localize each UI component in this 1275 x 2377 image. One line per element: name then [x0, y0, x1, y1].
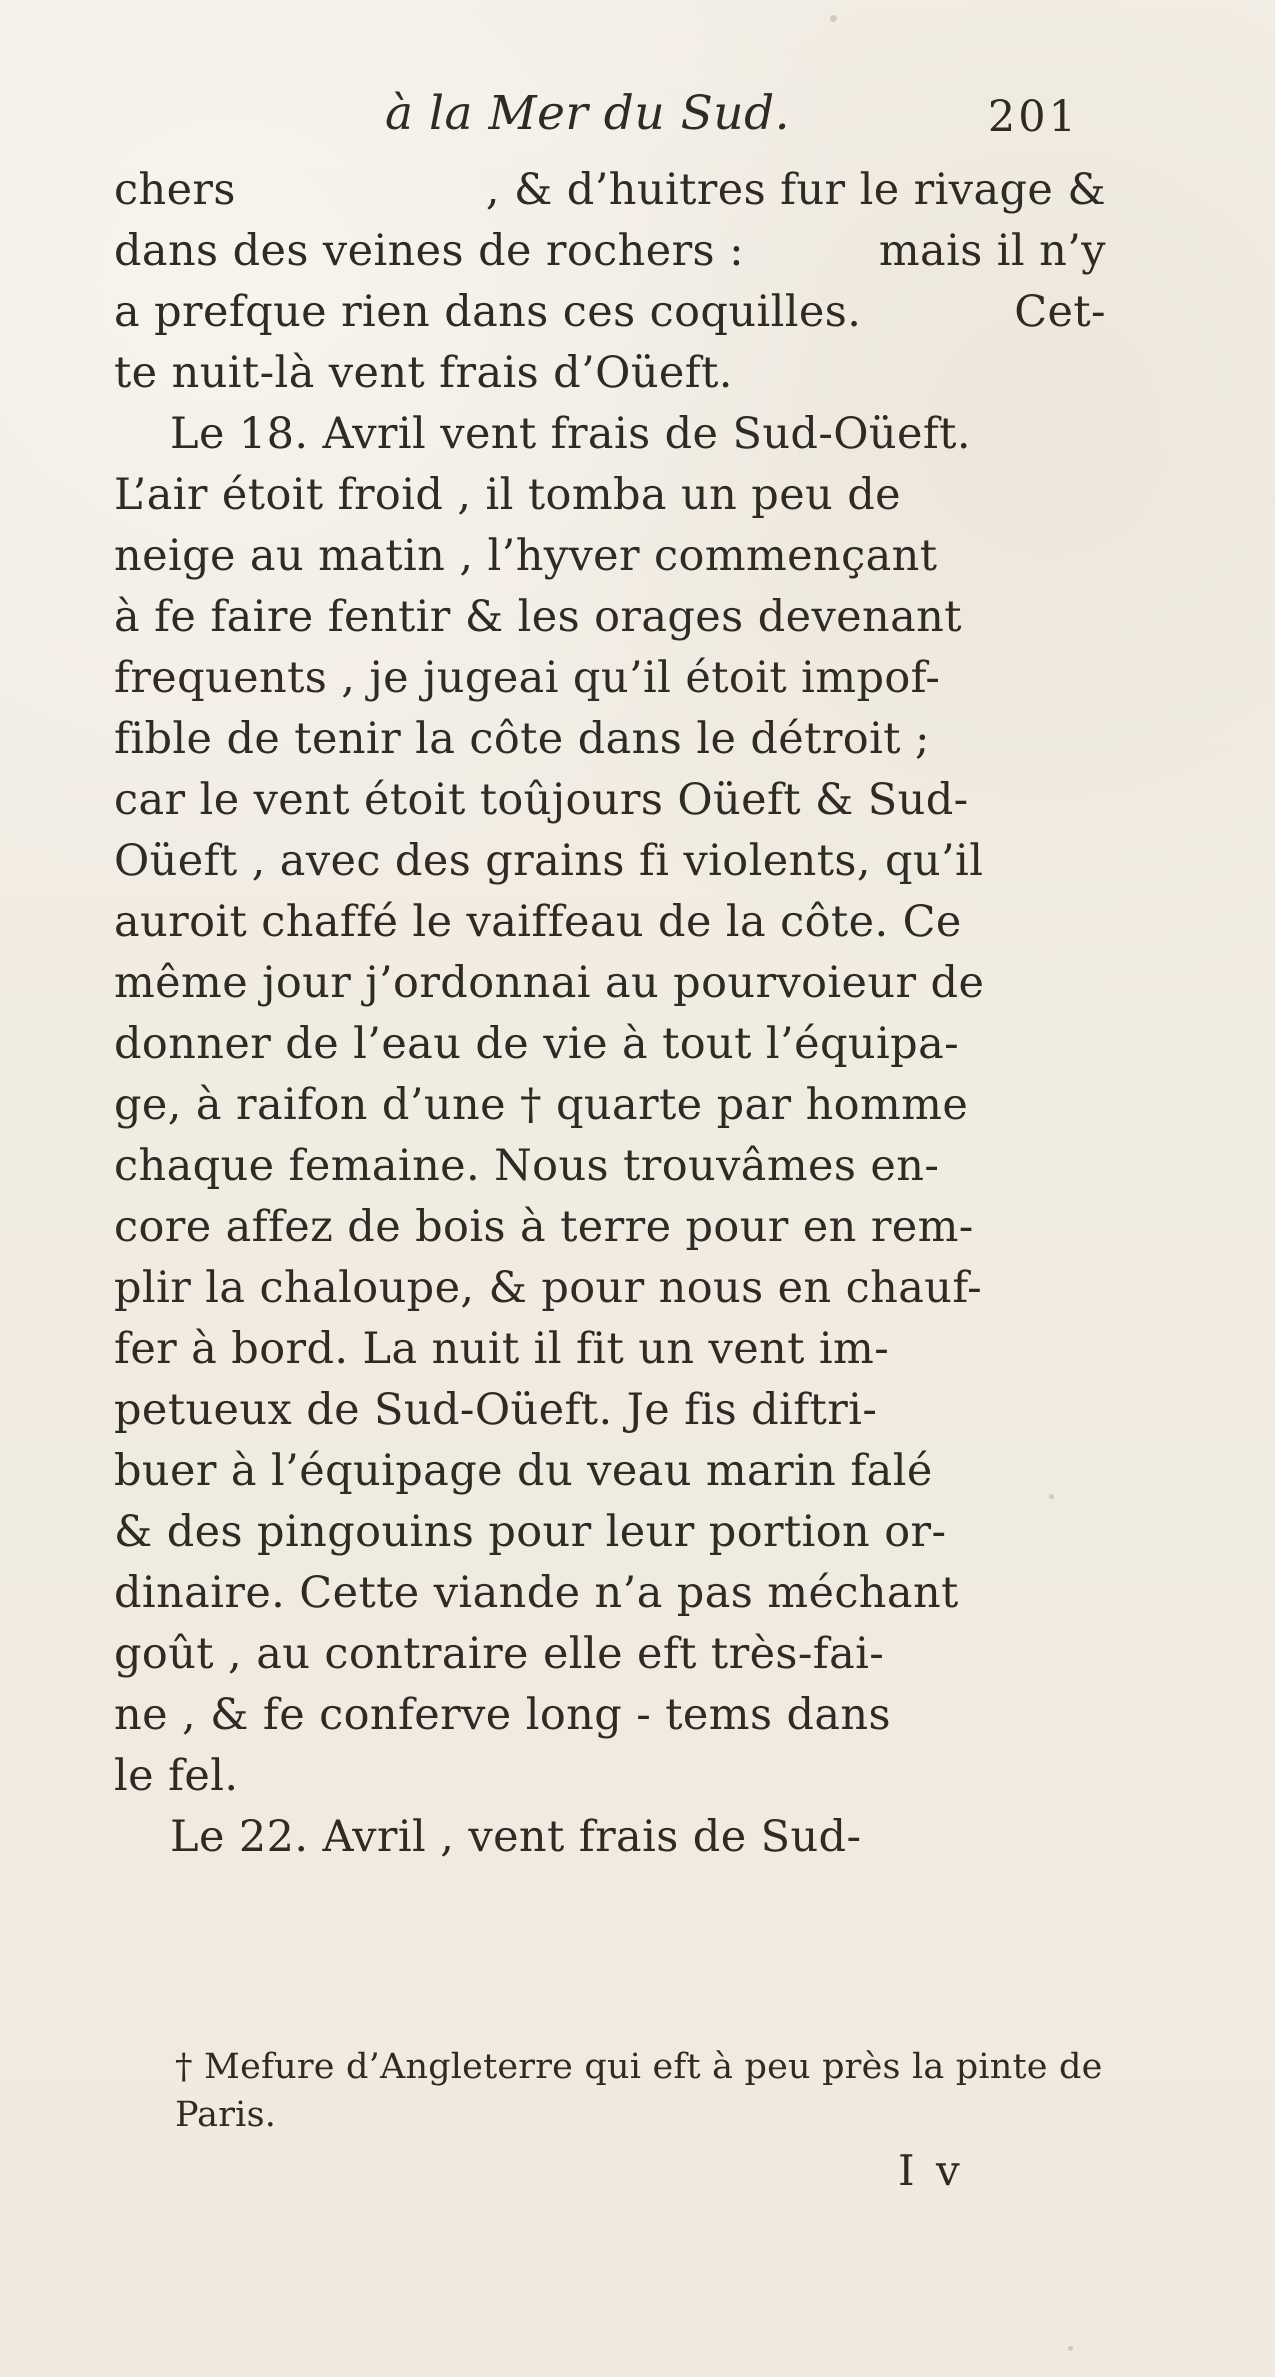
body-line: plir la chaloupe, & pour nous en chauf- — [114, 1263, 983, 1313]
body-line: le fel. — [114, 1751, 239, 1801]
body-line: a prefque rien dans ces coquilles. Cet- — [114, 287, 1106, 337]
footnote: † Mefure d’Angleterre qui eft à peu près la pinte de Paris. — [175, 2047, 1103, 2135]
body-line: auroit chaffé le vaiffeau de la côte. Ce — [114, 897, 962, 947]
body-line: goût , au contraire elle eft très-fai- — [114, 1629, 885, 1679]
body-line: fer à bord. La nuit il fit un vent im- — [114, 1324, 890, 1374]
body-line: dinaire. Cette viande n’a pas méchant — [114, 1568, 959, 1618]
body-line: Le 22. Avril , vent frais de Sud- — [170, 1812, 862, 1862]
body-text — [114, 160, 1106, 1868]
body-line: donner de l’eau de vie à tout l’équipa- — [114, 1019, 960, 1069]
body-line: Oüeft , avec des grains fi violents, qu’il — [114, 836, 984, 886]
body-line: & des pingouins pour leur portion or- — [114, 1507, 947, 1557]
paper-speck — [1068, 2346, 1073, 2351]
body-line: même jour j’ordonnai au pourvoieur de — [114, 958, 985, 1008]
body-line: Le 18. Avril vent frais de Sud-Oüeft. — [170, 409, 971, 459]
page-header — [0, 86, 1275, 160]
paper-speck — [830, 15, 837, 22]
running-title: à la Mer du Sud. — [385, 86, 791, 141]
body-line: car le vent étoit toûjours Oüeft & Sud- — [114, 775, 969, 825]
body-line: te nuit-là vent frais d’Oüeft. — [114, 348, 733, 398]
body-line: ne , & fe conferve long - tems dans — [114, 1690, 891, 1740]
body-line: neige au matin , l’hyver commençant — [114, 531, 938, 581]
body-line: core affez de bois à terre pour en rem- — [114, 1202, 974, 1252]
body-line: chers , & d’huitres fur le rivage & — [114, 165, 1106, 215]
body-line: frequents , je jugeai qu’il étoit impof- — [114, 653, 941, 703]
body-line: dans des veines de rochers : mais il n’y — [114, 226, 1106, 276]
body-line: petueux de Sud-Oüeft. Je fis diftri- — [114, 1385, 878, 1435]
catchword: I v — [898, 2146, 964, 2195]
page-number: 201 — [987, 92, 1079, 142]
body-line: fible de tenir la côte dans le détroit ; — [114, 714, 930, 764]
body-line: buer à l’équipage du veau marin falé — [114, 1446, 933, 1496]
body-line: à fe faire fentir & les orages devenant — [114, 592, 962, 642]
body-line: L’air étoit froid , il tomba un peu de — [114, 470, 901, 520]
body-line: ge, à raifon d’une † quarte par homme — [114, 1080, 969, 1130]
body-line: chaque femaine. Nous trouvâmes en- — [114, 1141, 940, 1191]
